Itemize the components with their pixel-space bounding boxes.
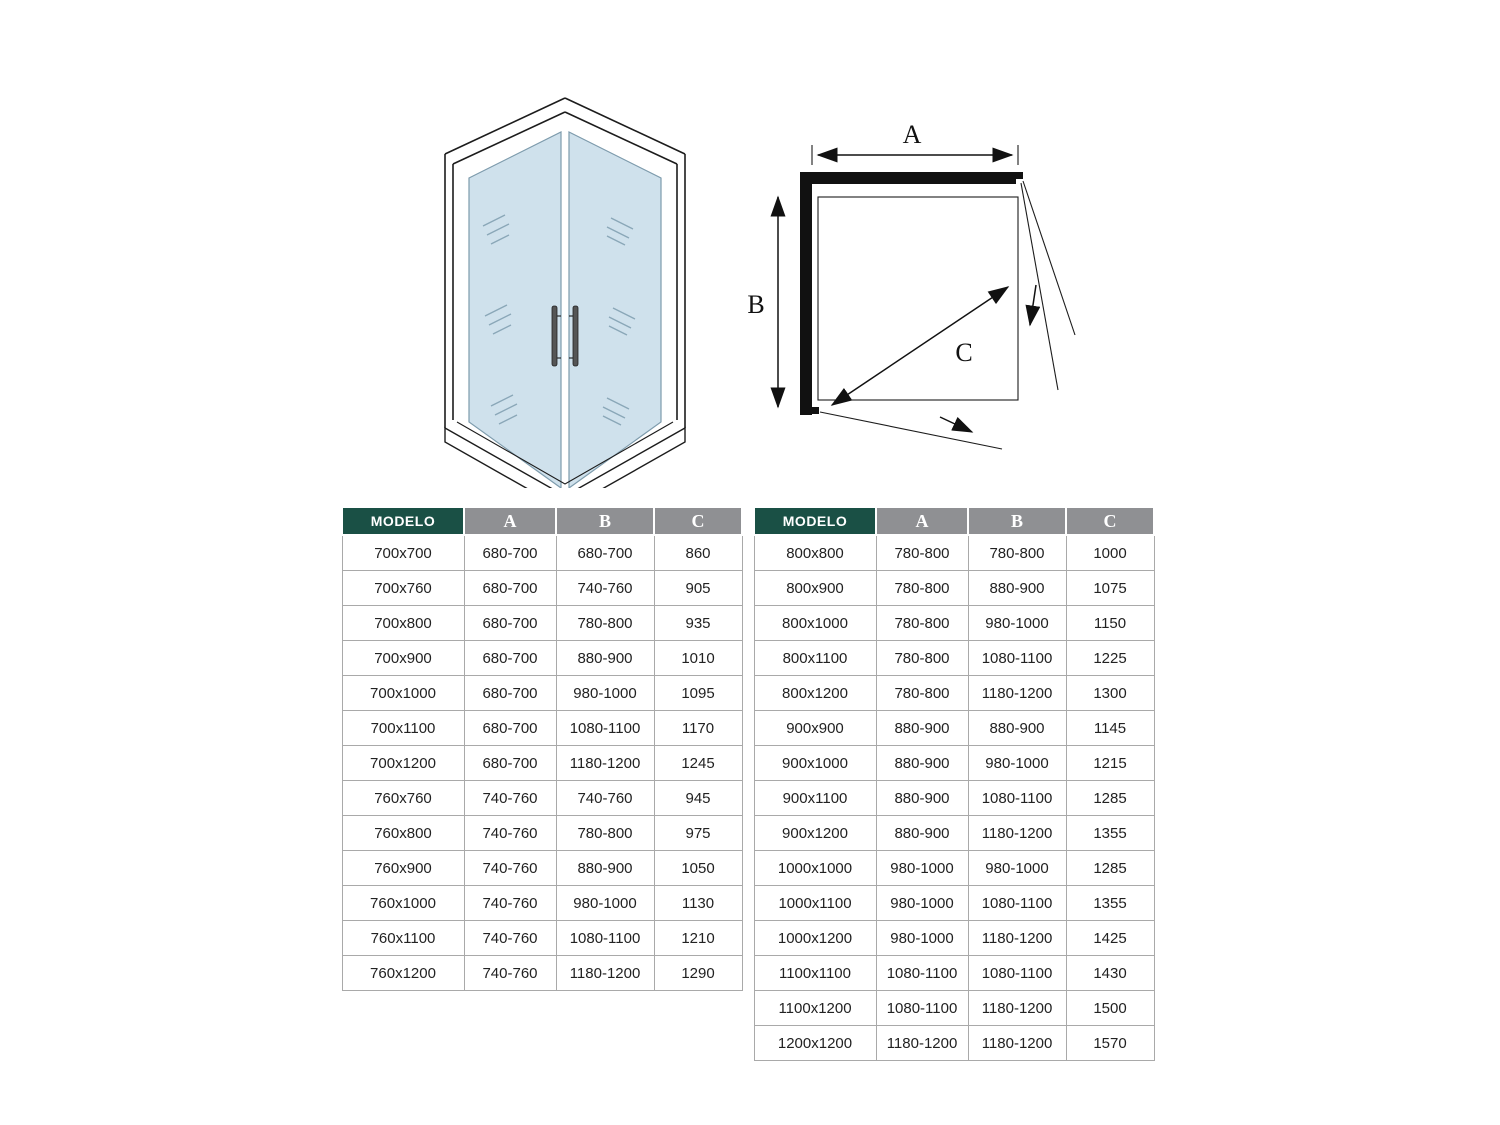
dimension-cell: 740-760 (464, 851, 556, 886)
table-row (342, 746, 742, 781)
dimension-cell: 1180-1200 (968, 921, 1066, 956)
column-header-modelo: MODELO (754, 507, 876, 535)
dimension-cell: 1080-1100 (556, 711, 654, 746)
dimension-cell: 1180-1200 (968, 991, 1066, 1026)
dimension-cell: 1180-1200 (968, 1026, 1066, 1061)
table-row (342, 816, 742, 851)
table-row (754, 991, 1154, 1026)
dimension-table-right (753, 506, 1155, 1061)
column-header-b: B (556, 507, 654, 535)
dimension-cell: 880-900 (556, 851, 654, 886)
dimension-cell: 1010 (654, 641, 742, 676)
dimension-cell: 1570 (1066, 1026, 1154, 1061)
dimension-cell: 905 (654, 571, 742, 606)
dimension-cell: 800x900 (754, 571, 876, 606)
table-row (342, 676, 742, 711)
dimension-cell: 760x1200 (342, 956, 464, 991)
dimension-cell: 700x700 (342, 535, 464, 571)
dimension-cell: 1355 (1066, 816, 1154, 851)
table-row (342, 571, 742, 606)
door-swing-line-right (1021, 183, 1058, 390)
dimension-cell: 1050 (654, 851, 742, 886)
door-handles (552, 306, 578, 366)
enclosure-outline (818, 197, 1018, 400)
right-glass-door (569, 132, 661, 488)
dimension-cell: 780-800 (876, 606, 968, 641)
dimension-cell: 1075 (1066, 571, 1154, 606)
dimension-cell: 800x800 (754, 535, 876, 571)
dimension-cell: 880-900 (876, 816, 968, 851)
dimension-cell: 1130 (654, 886, 742, 921)
dimension-cell: 680-700 (464, 676, 556, 711)
table-row (754, 676, 1154, 711)
dimension-cell: 880-900 (876, 746, 968, 781)
dimension-cell: 980-1000 (876, 921, 968, 956)
table-header-row (754, 507, 1154, 535)
column-header-c: C (654, 507, 742, 535)
dimension-cell: 1080-1100 (876, 956, 968, 991)
dimension-cell: 800x1200 (754, 676, 876, 711)
table-row (754, 711, 1154, 746)
door-swing-line-right-2 (1023, 181, 1075, 335)
dimension-cell: 740-760 (464, 886, 556, 921)
table-row (754, 816, 1154, 851)
dimension-cell: 1180-1200 (876, 1026, 968, 1061)
dimension-cell: 760x760 (342, 781, 464, 816)
dimension-cell: 880-900 (876, 781, 968, 816)
swing-arrow-right (1030, 285, 1036, 325)
dimension-cell: 1080-1100 (968, 956, 1066, 991)
column-header-a: A (464, 507, 556, 535)
dimension-cell: 780-800 (968, 535, 1066, 571)
dimension-cell: 1285 (1066, 781, 1154, 816)
dimension-cell: 700x1100 (342, 711, 464, 746)
dimension-cell: 800x1100 (754, 641, 876, 676)
dimension-cell: 880-900 (968, 571, 1066, 606)
dimension-cell: 1150 (1066, 606, 1154, 641)
dimension-cell: 1200x1200 (754, 1026, 876, 1061)
dimension-cell: 1000 (1066, 535, 1154, 571)
column-header-b: B (968, 507, 1066, 535)
table-row (342, 606, 742, 641)
dimension-cell: 980-1000 (968, 851, 1066, 886)
table-row (754, 956, 1154, 991)
dimension-cell: 700x1000 (342, 676, 464, 711)
dimension-cell: 1500 (1066, 991, 1154, 1026)
dimension-cell: 1430 (1066, 956, 1154, 991)
table-row (754, 921, 1154, 956)
dimension-cell: 780-800 (876, 641, 968, 676)
dimension-cell: 1300 (1066, 676, 1154, 711)
table-row (342, 781, 742, 816)
isometric-shower-diagram (425, 78, 705, 488)
dimension-cell: 1000x1100 (754, 886, 876, 921)
right-handle (573, 306, 578, 366)
dimension-c-arrow (832, 287, 1008, 405)
table-row (754, 606, 1154, 641)
dimension-cell: 980-1000 (876, 886, 968, 921)
plan-view-diagram (740, 85, 1085, 480)
dimension-cell: 1225 (1066, 641, 1154, 676)
dimension-cell: 980-1000 (876, 851, 968, 886)
dimension-cell: 1215 (1066, 746, 1154, 781)
dimension-cell: 780-800 (876, 571, 968, 606)
dimension-cell: 740-760 (556, 571, 654, 606)
table-row (754, 571, 1154, 606)
dimension-cell: 880-900 (876, 711, 968, 746)
dimension-cell: 880-900 (556, 641, 654, 676)
shower-tray (445, 422, 685, 488)
table-body-right (754, 535, 1154, 1061)
table-row (342, 851, 742, 886)
dimension-cell: 760x800 (342, 816, 464, 851)
dimension-cell: 1180-1200 (556, 746, 654, 781)
column-header-modelo: MODELO (342, 507, 464, 535)
dimension-cell: 1100x1200 (754, 991, 876, 1026)
table-row (754, 851, 1154, 886)
dimension-table-left (341, 506, 743, 991)
dimension-cell: 880-900 (968, 711, 1066, 746)
hinge-top-right (1016, 172, 1023, 179)
dimension-cell: 1100x1100 (754, 956, 876, 991)
dimension-cell: 980-1000 (556, 676, 654, 711)
dimension-cell: 900x1100 (754, 781, 876, 816)
dimension-cell: 935 (654, 606, 742, 641)
dimension-b-label: B (747, 290, 765, 319)
table-row (342, 641, 742, 676)
dimension-cell: 700x800 (342, 606, 464, 641)
dimension-cell: 700x900 (342, 641, 464, 676)
dimension-cell: 1180-1200 (556, 956, 654, 991)
column-header-a: A (876, 507, 968, 535)
dimension-cell: 680-700 (464, 606, 556, 641)
dimension-cell: 980-1000 (968, 606, 1066, 641)
dimension-cell: 760x1100 (342, 921, 464, 956)
dimension-cell: 900x1200 (754, 816, 876, 851)
dimension-cell: 1000x1200 (754, 921, 876, 956)
table-row (342, 921, 742, 956)
table-body-left (342, 535, 742, 991)
dimension-cell: 740-760 (464, 956, 556, 991)
table-row (342, 956, 742, 991)
dimension-cell: 1095 (654, 676, 742, 711)
table-row (754, 781, 1154, 816)
dimension-cell: 1355 (1066, 886, 1154, 921)
door-swing-line-bottom (820, 412, 1002, 449)
table-row (754, 1026, 1154, 1061)
column-header-c: C (1066, 507, 1154, 535)
dimension-cell: 975 (654, 816, 742, 851)
swing-arrow-bottom (940, 417, 972, 432)
dimension-cell: 900x1000 (754, 746, 876, 781)
dimension-cell: 680-700 (464, 535, 556, 571)
dimension-cell: 1170 (654, 711, 742, 746)
dimension-cell: 1000x1000 (754, 851, 876, 886)
dimension-cell: 740-760 (556, 781, 654, 816)
dimension-cell: 680-700 (464, 571, 556, 606)
dimension-cell: 860 (654, 535, 742, 571)
table-row (342, 886, 742, 921)
dimension-cell: 780-800 (876, 676, 968, 711)
table-row (754, 886, 1154, 921)
wall-top (808, 172, 1016, 184)
hinge-bottom-left (812, 407, 819, 414)
dimension-cell: 1145 (1066, 711, 1154, 746)
table-header-row (342, 507, 742, 535)
dimension-cell: 700x760 (342, 571, 464, 606)
dimension-cell: 1080-1100 (968, 781, 1066, 816)
dimension-cell: 680-700 (464, 746, 556, 781)
dimension-cell: 780-800 (876, 535, 968, 571)
left-glass-door (469, 132, 561, 488)
dimension-cell: 1080-1100 (876, 991, 968, 1026)
dimension-cell: 1290 (654, 956, 742, 991)
dimension-cell: 945 (654, 781, 742, 816)
table-row (754, 641, 1154, 676)
dimension-a-label: A (902, 120, 922, 149)
wall-left (800, 172, 812, 415)
dimension-cell: 980-1000 (556, 886, 654, 921)
dimension-cell: 780-800 (556, 816, 654, 851)
dimension-cell: 1180-1200 (968, 676, 1066, 711)
left-handle (552, 306, 557, 366)
dimension-cell: 1425 (1066, 921, 1154, 956)
dimension-cell: 680-700 (556, 535, 654, 571)
dimension-cell: 1245 (654, 746, 742, 781)
dimension-cell: 700x1200 (342, 746, 464, 781)
table-row (754, 746, 1154, 781)
dimension-cell: 740-760 (464, 781, 556, 816)
dimension-cell: 740-760 (464, 816, 556, 851)
dimension-cell: 680-700 (464, 641, 556, 676)
dimension-cell: 800x1000 (754, 606, 876, 641)
dimension-cell: 780-800 (556, 606, 654, 641)
dimension-cell: 1080-1100 (556, 921, 654, 956)
table-row (342, 711, 742, 746)
dimension-cell: 760x900 (342, 851, 464, 886)
dimension-c-label: C (955, 338, 973, 367)
dimension-cell: 900x900 (754, 711, 876, 746)
dimension-cell: 1080-1100 (968, 641, 1066, 676)
dimension-cell: 1285 (1066, 851, 1154, 886)
table-row (754, 535, 1154, 571)
dimension-cell: 1180-1200 (968, 816, 1066, 851)
dimension-cell: 680-700 (464, 711, 556, 746)
dimension-cell: 760x1000 (342, 886, 464, 921)
dimension-cell: 1080-1100 (968, 886, 1066, 921)
table-row (342, 535, 742, 571)
dimension-cell: 1210 (654, 921, 742, 956)
dimension-cell: 980-1000 (968, 746, 1066, 781)
dimension-cell: 740-760 (464, 921, 556, 956)
